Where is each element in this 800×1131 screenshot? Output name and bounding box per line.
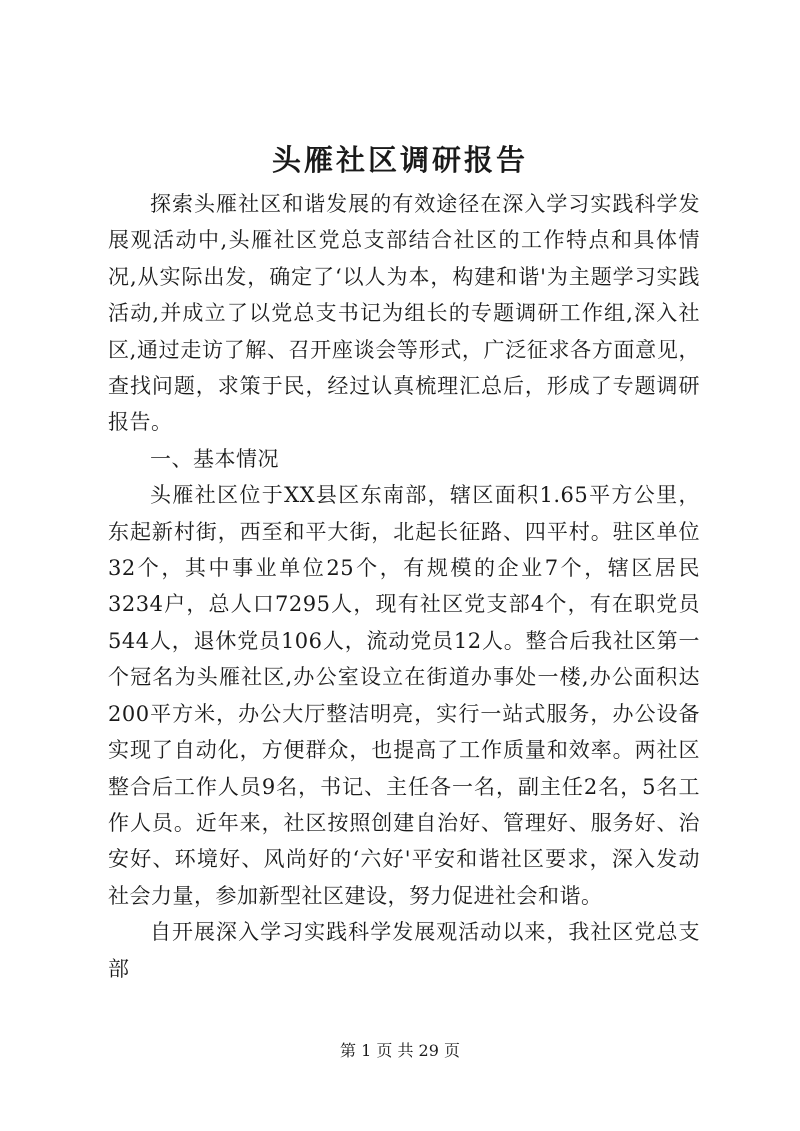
document-body [108, 186, 700, 987]
paragraph-activity: 自开展深入学习实践科学发展观活动以来，我社区党总支部 [108, 920, 700, 981]
paragraph-intro: 探索头雁社区和谐发展的有效途径在深入学习实践科学发展观活动中,头雁社区党总支部结合社区的工作特点和具体情况,从实际出发，确定了‘以人为本，构建和谐'为主题学习实践活动,并成立了以党总支书记为组长的专题调研工作组,深入社区,通过走访了解、召开座谈会等形式，广泛征求各方面意见，查找问题，求策于民，经过认真梳理汇总后，形成了专题调研报告。 [108, 192, 700, 435]
paragraph-basic-situation: 头雁社区位于XX县区东南部，辖区面积1.65平方公里，东起新村街，西至和平大街，北起长征路、四平村。驻区单位32个，其中事业单位25个，有规模的企业7个，辖区居民3234户，总人口7295人，现有社区党支部4个，有在职党员544人，退休党员106人，流动党员12人。整合后我社区第一个冠名为头雁社区,办公室设立在街道办事处一楼,办公面积达200平方米，办公大厅整洁明亮，实行一站式服务，办公设备实现了自动化，方便群众，也提高了工作质量和效率。两社区整合后工作人员9名，书记、主任各一名，副主任2名，5名工作人员。近年来，社区按照创建自治好、管理好、服务好、治安好、环境好、风尚好的‘六好'平安和谐社区要求，深入发动社会力量，参加新型社区建设，努力促进社会和谐。 [108, 483, 700, 908]
page-number-footer: 第 1 页 共 29 页 [340, 1041, 460, 1060]
document-title: 头雁社区调研报告 [271, 143, 528, 177]
section-heading-basic-situation: 一、基本情况 [150, 446, 279, 471]
